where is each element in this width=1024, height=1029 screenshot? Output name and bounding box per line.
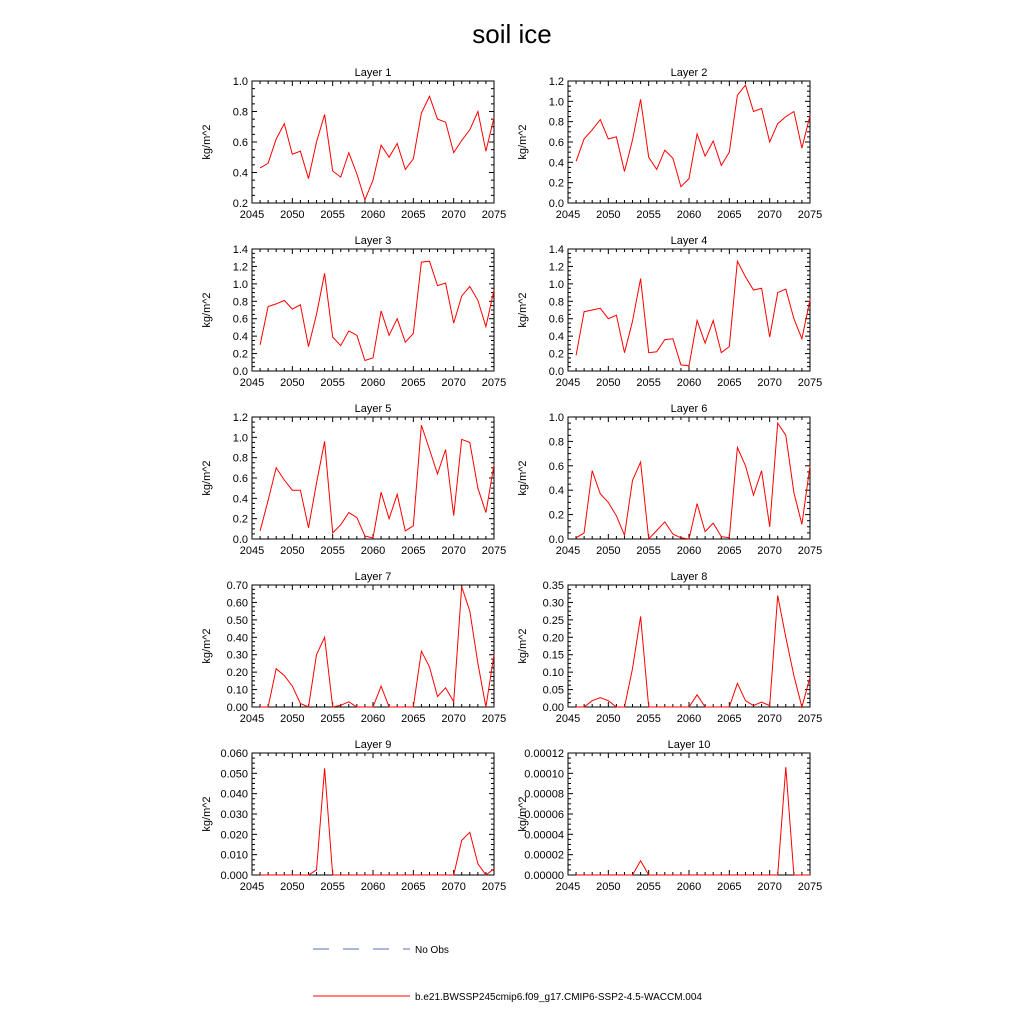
x-tick-label: 2045 <box>239 209 265 221</box>
x-tick-label: 2060 <box>360 377 386 389</box>
panel-title: Layer 10 <box>667 739 711 751</box>
panel-title: Layer 7 <box>354 571 392 583</box>
y-tick-label: 0.35 <box>542 580 564 592</box>
y-tick-label: 0.00004 <box>524 829 564 842</box>
x-tick-label: 2050 <box>280 209 305 221</box>
x-tick-label: 2050 <box>280 545 305 557</box>
y-axis-label: kg/m^2 <box>517 628 529 664</box>
x-tick-label: 2075 <box>797 713 823 725</box>
y-tick-label: 0.00006 <box>524 809 564 821</box>
x-tick-label: 2060 <box>676 545 702 557</box>
y-tick-label: 1.2 <box>548 261 564 274</box>
x-tick-label: 2045 <box>555 881 581 893</box>
x-tick-label: 2070 <box>441 881 466 893</box>
y-tick-label: 0.8 <box>232 452 248 465</box>
y-tick-label: 0.0 <box>548 534 564 546</box>
y-axis-label: kg/m^2 <box>517 796 529 832</box>
y-axis-label: kg/m^2 <box>517 460 529 496</box>
y-tick-label: 0.10 <box>542 667 564 680</box>
x-tick-label: 2065 <box>717 209 742 221</box>
x-tick-label: 2070 <box>441 377 466 389</box>
y-axis-label: kg/m^2 <box>517 292 529 328</box>
x-tick-label: 2045 <box>239 713 265 725</box>
x-tick-label: 2055 <box>320 881 345 893</box>
y-tick-label: 0.05 <box>542 684 564 697</box>
panel-layer-2 <box>517 67 822 221</box>
y-tick-label: 0.6 <box>232 137 248 149</box>
y-tick-label: 0.2 <box>548 509 564 522</box>
y-axis-label: kg/m^2 <box>201 628 213 664</box>
x-tick-label: 2065 <box>717 713 742 725</box>
y-tick-label: 0.030 <box>220 809 248 821</box>
y-tick-label: 0.00002 <box>524 849 564 862</box>
x-tick-label: 2065 <box>401 377 426 389</box>
y-tick-label: 0.0 <box>548 366 564 378</box>
y-tick-label: 0.040 <box>220 788 248 801</box>
panel-title: Layer 8 <box>670 571 708 583</box>
x-tick-label: 2075 <box>481 713 507 725</box>
y-tick-label: 0.2 <box>232 513 248 526</box>
x-tick-label: 2050 <box>280 881 305 893</box>
x-tick-label: 2070 <box>757 545 782 557</box>
y-tick-label: 0.0 <box>232 366 248 378</box>
y-tick-label: 1.0 <box>548 96 564 109</box>
panel-layer-7 <box>201 571 506 725</box>
panel-layer-8 <box>517 571 822 725</box>
y-tick-label: 0.00 <box>542 702 564 714</box>
x-tick-label: 2050 <box>280 713 305 725</box>
y-tick-label: 0.0 <box>548 198 564 210</box>
x-tick-label: 2055 <box>636 545 661 557</box>
panels-group <box>201 67 822 893</box>
x-tick-label: 2075 <box>481 377 507 389</box>
y-tick-label: 1.0 <box>232 76 248 88</box>
x-tick-label: 2060 <box>360 209 386 221</box>
y-tick-label: 0.8 <box>232 106 248 119</box>
legend <box>313 945 702 1003</box>
x-tick-label: 2045 <box>239 881 265 893</box>
y-tick-label: 0.4 <box>232 493 248 506</box>
y-tick-label: 0.50 <box>226 614 248 627</box>
y-tick-label: 1.4 <box>548 244 564 256</box>
panel-title: Layer 4 <box>670 235 708 247</box>
y-tick-label: 0.2 <box>548 348 564 361</box>
series-line <box>260 425 494 538</box>
panel-title: Layer 2 <box>670 67 708 79</box>
y-tick-label: 0.6 <box>232 473 248 485</box>
y-tick-label: 1.0 <box>548 412 564 424</box>
series-line <box>260 96 494 200</box>
x-tick-label: 2055 <box>636 377 661 389</box>
y-tick-label: 0.00 <box>226 702 248 714</box>
x-tick-label: 2045 <box>555 545 581 557</box>
x-tick-label: 2045 <box>239 545 265 557</box>
y-tick-label: 0.020 <box>220 829 248 842</box>
x-tick-label: 2050 <box>596 713 621 725</box>
y-tick-label: 0.2 <box>232 198 248 210</box>
x-tick-label: 2070 <box>757 209 782 221</box>
series-line <box>576 85 810 187</box>
x-tick-label: 2065 <box>401 545 426 557</box>
x-tick-label: 2070 <box>757 881 782 893</box>
x-tick-label: 2050 <box>280 377 305 389</box>
y-tick-label: 0.00010 <box>524 768 564 781</box>
y-tick-label: 0.8 <box>548 116 564 129</box>
panel-title: Layer 5 <box>354 403 392 415</box>
x-tick-label: 2070 <box>757 713 782 725</box>
y-tick-label: 1.0 <box>548 278 564 291</box>
y-axis-label: kg/m^2 <box>201 124 213 160</box>
x-tick-label: 2065 <box>717 545 742 557</box>
x-tick-label: 2055 <box>320 377 345 389</box>
y-tick-label: 0.20 <box>542 632 564 645</box>
x-tick-label: 2060 <box>360 713 386 725</box>
panel-layer-6 <box>517 403 822 557</box>
y-tick-label: 0.30 <box>226 649 248 662</box>
x-tick-label: 2055 <box>636 713 661 725</box>
x-tick-label: 2050 <box>596 377 621 389</box>
legend-model-label: b.e21.BWSSP245cmip6.f09_g17.CMIP6-SSP2-4.5-WACCM.004 <box>415 992 702 1003</box>
y-tick-label: 0.4 <box>548 331 564 344</box>
y-tick-label: 0.8 <box>548 436 564 449</box>
x-tick-label: 2060 <box>676 881 702 893</box>
y-tick-label: 1.2 <box>232 261 248 274</box>
y-tick-label: 0.6 <box>548 137 564 149</box>
y-tick-label: 1.4 <box>232 244 248 256</box>
y-tick-label: 1.0 <box>232 278 248 291</box>
panel-layer-9 <box>201 739 506 893</box>
x-tick-label: 2050 <box>596 209 621 221</box>
x-tick-label: 2060 <box>360 545 386 557</box>
series-line <box>576 423 810 539</box>
x-tick-label: 2065 <box>717 377 742 389</box>
x-tick-label: 2055 <box>636 209 661 221</box>
panel-layer-4 <box>517 235 822 389</box>
y-tick-label: 0.6 <box>232 313 248 326</box>
plot-frame <box>568 81 810 203</box>
series-line <box>576 596 810 708</box>
series-line <box>576 767 810 875</box>
plot-frame <box>252 81 494 203</box>
y-axis-label: kg/m^2 <box>201 796 213 832</box>
y-tick-label: 0.00000 <box>524 870 564 882</box>
y-tick-label: 0.10 <box>226 684 248 697</box>
plot-frame <box>568 753 810 875</box>
y-tick-label: 0.4 <box>548 485 564 498</box>
x-tick-label: 2050 <box>596 881 621 893</box>
x-tick-label: 2045 <box>555 713 581 725</box>
x-tick-label: 2075 <box>481 545 507 557</box>
x-tick-label: 2070 <box>441 209 466 221</box>
y-tick-label: 0.2 <box>548 177 564 190</box>
x-tick-label: 2060 <box>676 209 702 221</box>
x-tick-label: 2065 <box>401 881 426 893</box>
x-tick-label: 2075 <box>797 545 823 557</box>
y-axis-label: kg/m^2 <box>201 460 213 496</box>
series-line <box>260 261 494 360</box>
x-tick-label: 2065 <box>717 881 742 893</box>
x-tick-label: 2065 <box>401 209 426 221</box>
y-tick-label: 0.6 <box>548 460 564 473</box>
y-tick-label: 0.8 <box>548 296 564 309</box>
y-tick-label: 0.6 <box>548 313 564 326</box>
y-axis-label: kg/m^2 <box>517 124 529 160</box>
panel-title: Layer 9 <box>354 739 392 751</box>
y-tick-label: 1.0 <box>232 432 248 445</box>
x-tick-label: 2055 <box>320 209 345 221</box>
panel-layer-5 <box>201 403 506 557</box>
x-tick-label: 2055 <box>320 713 345 725</box>
y-tick-label: 0.25 <box>542 614 564 627</box>
x-tick-label: 2075 <box>797 377 823 389</box>
legend-obs-label: No Obs <box>415 945 449 956</box>
panel-title: Layer 3 <box>354 235 392 247</box>
y-tick-label: 0.60 <box>226 597 248 610</box>
y-tick-label: 0.4 <box>232 167 248 180</box>
y-tick-label: 0.0 <box>232 534 248 546</box>
x-tick-label: 2070 <box>757 377 782 389</box>
y-tick-label: 0.4 <box>548 157 564 170</box>
x-tick-label: 2075 <box>481 209 507 221</box>
x-tick-label: 2070 <box>441 713 466 725</box>
x-tick-label: 2045 <box>555 209 581 221</box>
series-line <box>260 768 494 875</box>
y-tick-label: 0.010 <box>220 849 248 862</box>
x-tick-label: 2075 <box>481 881 507 893</box>
y-tick-label: 0.15 <box>542 649 564 662</box>
x-tick-label: 2070 <box>441 545 466 557</box>
x-tick-label: 2075 <box>797 881 823 893</box>
panel-title: Layer 6 <box>670 403 708 415</box>
panel-layer-3 <box>201 235 506 389</box>
y-tick-label: 0.060 <box>220 748 248 760</box>
x-tick-label: 2060 <box>676 713 702 725</box>
y-tick-label: 0.20 <box>226 667 248 680</box>
x-tick-label: 2060 <box>676 377 702 389</box>
y-tick-label: 0.8 <box>232 296 248 309</box>
x-tick-label: 2075 <box>797 209 823 221</box>
y-tick-label: 0.70 <box>226 580 248 592</box>
y-tick-label: 0.30 <box>542 597 564 610</box>
y-tick-label: 0.000 <box>220 870 248 882</box>
y-tick-label: 0.4 <box>232 331 248 344</box>
y-tick-label: 0.2 <box>232 348 248 361</box>
figure-title: soil ice <box>472 19 552 49</box>
panel-layer-10 <box>517 739 822 893</box>
plot-frame <box>568 249 810 371</box>
x-tick-label: 2055 <box>320 545 345 557</box>
y-tick-label: 1.2 <box>548 76 564 88</box>
y-tick-label: 0.00012 <box>524 748 564 760</box>
y-tick-label: 0.050 <box>220 768 248 781</box>
panel-title: Layer 1 <box>354 67 392 79</box>
x-tick-label: 2045 <box>555 377 581 389</box>
y-tick-label: 0.40 <box>226 632 248 645</box>
x-tick-label: 2060 <box>360 881 386 893</box>
y-axis-label: kg/m^2 <box>201 292 213 328</box>
x-tick-label: 2055 <box>636 881 661 893</box>
x-tick-label: 2050 <box>596 545 621 557</box>
panel-layer-1 <box>201 67 506 221</box>
x-tick-label: 2045 <box>239 377 265 389</box>
series-line <box>260 587 494 707</box>
y-tick-label: 0.00008 <box>524 788 564 801</box>
series-line <box>576 261 810 366</box>
y-tick-label: 1.2 <box>232 412 248 424</box>
x-tick-label: 2065 <box>401 713 426 725</box>
